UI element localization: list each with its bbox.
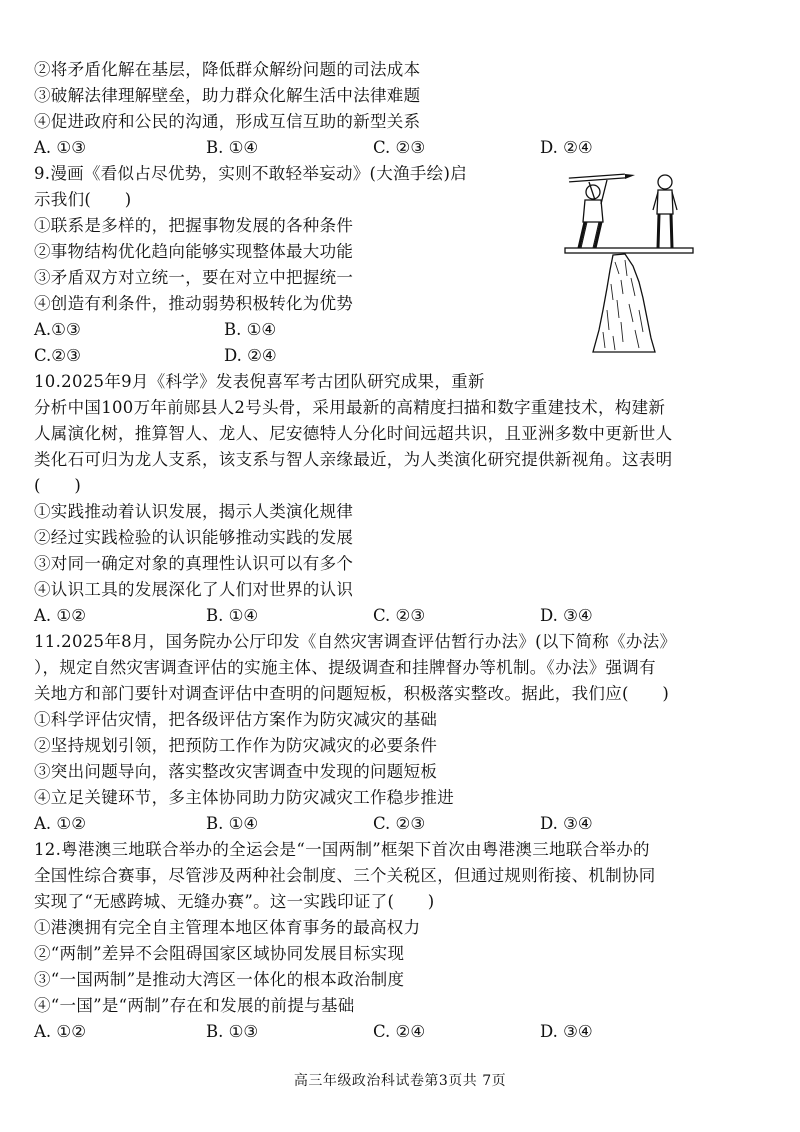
- q8-choice-a: A. ①③: [34, 138, 86, 157]
- q8-choice-c: C. ②③: [373, 138, 426, 157]
- q11-option-4: ④立足关键环节，多主体协同助力防灾减灾工作稳步推进: [34, 788, 454, 807]
- page-footer: 高三年级政治科试卷第3页共 7页: [293, 1073, 507, 1089]
- q11-choice-a: A. ①②: [34, 814, 86, 833]
- q9-choice-b: B. ①④: [224, 320, 277, 339]
- q10-option-1: ①实践推动着认识发展，揭示人类演化规律: [34, 502, 354, 521]
- q12-stem-line2: 全国性综合赛事，尽管涉及两种社会制度、三个关税区，但通过规则衔接、机制协同: [34, 866, 656, 885]
- q12-stem-line1: 12.粤港澳三地联合举办的全运会是“一国两制”框架下首次由粤港澳三地联合举办的: [34, 840, 650, 859]
- q11-choice-b: B. ①④: [206, 814, 259, 833]
- q8-option-2: ②将矛盾化解在基层，降低群众解纷问题的司法成本: [34, 60, 421, 79]
- q12-choice-a: A. ①②: [34, 1022, 86, 1041]
- q10-stem-line5: ( ): [34, 476, 82, 495]
- q10-stem-line1: 10.2025年9月《科学》发表倪喜军考古团队研究成果，重新: [34, 372, 485, 391]
- q10-stem-line4: 类化石可归为龙人支系，该支系与智人亲缘最近，为人类演化研究提供新视角。这表明: [34, 450, 673, 469]
- q10-stem-line2: 分析中国100万年前郧县人2号头骨，采用最新的高精度扫描和数字重建技术，构建新: [34, 398, 666, 417]
- q9-choice-c: C.②③: [34, 346, 81, 365]
- q10-option-4: ④认识工具的发展深化了人们对世界的认识: [34, 580, 354, 599]
- q9-option-4: ④创造有利条件，推动弱势积极转化为优势: [34, 294, 354, 313]
- q10-stem-line3: 人属演化树，推算智人、龙人、尼安德特人分化时间远超共识，且亚洲多数中更新世人: [34, 424, 673, 443]
- q12-choice-c: C. ②④: [373, 1022, 426, 1041]
- q9-stem-line2: 示我们( ): [34, 190, 132, 209]
- q11-stem-line3: 关地方和部门要针对调查评估中查明的问题短板，积极落实整改。据此，我们应( ): [34, 684, 670, 703]
- q10-choice-a: A. ①②: [34, 606, 86, 625]
- q8-choice-b: B. ①④: [206, 138, 259, 157]
- q11-choice-c: C. ②③: [373, 814, 426, 833]
- q9-choice-a: A.①③: [34, 320, 81, 339]
- q10-choice-d: D. ③④: [540, 606, 593, 625]
- q12-option-4: ④“一国”是“两制”存在和发展的前提与基础: [34, 996, 355, 1015]
- q11-option-2: ②坚持规划引领，把预防工作作为防灾减灾的必要条件: [34, 736, 438, 755]
- q10-option-3: ③对同一确定对象的真理性认识可以有多个: [34, 554, 354, 573]
- q12-stem-line3: 实现了“无感跨城、无缝办赛”。这一实践印证了( ): [34, 892, 435, 911]
- q11-option-1: ①科学评估灾情，把各级评估方案作为防灾减灾的基础: [34, 710, 438, 729]
- q10-choice-c: C. ②③: [373, 606, 426, 625]
- q9-option-1: ①联系是多样的，把握事物发展的各种条件: [34, 216, 354, 235]
- cartoon-balance-illustration: [555, 170, 700, 355]
- q8-choice-d: D. ②④: [540, 138, 593, 157]
- q11-stem-line2: ），规定自然灾害调查评估的实施主体、提级调查和挂牌督办等机制。《办法》强调有: [34, 658, 656, 677]
- q10-choice-b: B. ①④: [206, 606, 259, 625]
- q9-choice-d: D. ②④: [224, 346, 277, 365]
- q12-choice-b: B. ①③: [206, 1022, 259, 1041]
- q11-stem-line1: 11.2025年8月，国务院办公厅印发《自然灾害调查评估暂行办法》(以下简称《办法》: [34, 632, 677, 651]
- q11-option-3: ③突出问题导向，落实整改灾害调查中发现的问题短板: [34, 762, 438, 781]
- q9-option-2: ②事物结构优化趋向能够实现整体最大功能: [34, 242, 354, 261]
- q12-option-3: ③“一国两制”是推动大湾区一体化的根本政治制度: [34, 970, 405, 989]
- q8-option-4: ④促进政府和公民的沟通，形成互信互助的新型关系: [34, 112, 421, 131]
- q12-option-1: ①港澳拥有完全自主管理本地区体育事务的最高权力: [34, 918, 421, 937]
- q10-option-2: ②经过实践检验的认识能够推动实践的发展: [34, 528, 354, 547]
- q12-option-2: ②“两制”差异不会阻碍国家区域协同发展目标实现: [34, 944, 405, 963]
- q8-option-3: ③破解法律理解壁垒，助力群众化解生活中法律难题: [34, 86, 421, 105]
- q9-option-3: ③矛盾双方对立统一，要在对立中把握统一: [34, 268, 354, 287]
- q9-stem-line1: 9.漫画《看似占尽优势，实则不敢轻举妄动》(大渔手绘)启: [34, 164, 468, 183]
- q12-choice-d: D. ③④: [540, 1022, 593, 1041]
- q11-choice-d: D. ③④: [540, 814, 593, 833]
